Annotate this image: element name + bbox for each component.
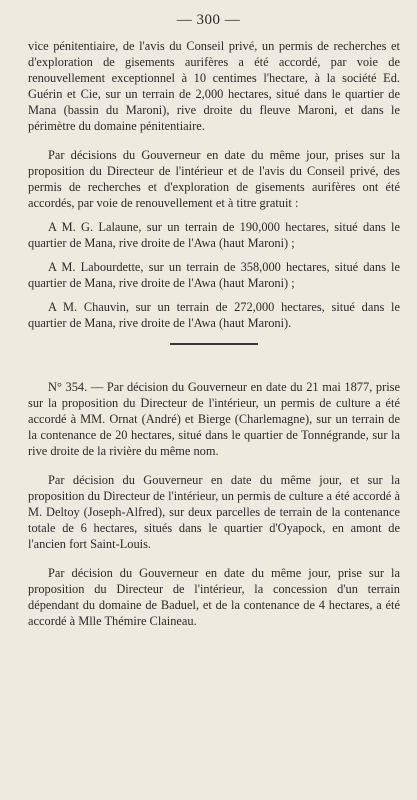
paragraph-permit-chauvin: A M. Chauvin, sur un terrain de 272,000 hectares, situé dans le quartier de Mana, rive droite de l'Awa (haut Maroni). [28,300,400,330]
paragraph-permit-labourdette: A M. Labourdette, sur un terrain de 358,000 hectares, situé dans le quartier de Mana, rive droite de l'Awa (haut Maroni) ; [28,260,400,290]
page-number: — 300 — [176,12,241,28]
paragraph-concession-claineau: Par décision du Gouverneur en date du même jour, prise sur la proposition du Directeur de l'intérieur, la concession d'un terrain dépendant du domaine de Baduel, et de la contenance de 4 hectares, a été accordé à Mlle Thémire Claineau. [28,566,400,628]
paragraph-decision-354: N° 354. — Par décision du Gouverneur en date du 21 mai 1877, prise sur la proposition du Directeur de l'intérieur, un permis de culture a été accordé à MM. Ornat (André) et Bierge (Charlemagne), sur un terrain de la contenance de 20 hectares, situé dans le quartier de Tonnégrande, sur la rive droite de la rivière du même nom. [28,380,400,458]
paragraph-permit-lalaune: A M. G. Lalaune, sur un terrain de 190,000 hectares, situé dans le quartier de Mana, rive droite de l'Awa (haut Maroni) ; [28,220,400,250]
paragraph-permit-guerin: vice pénitentiaire, de l'avis du Conseil privé, un permis de recherches et d'exploration de gisements aurifères a été accordé, par voie de renouvellement exceptionnel à 10 centimes l'hectare, à la société Ed. Guérin et Cie, sur un terrain de 2,000 hectares, situé dans le quartier de Mana (bassin du Maroni), rive droite du fleuve Maroni, et dans le périmètre du domaine pénitentiaire. [28,39,400,133]
paragraph-renewal-decisions: Par décisions du Gouverneur en date du même jour, prises sur la proposition du Directeur de l'intérieur et de l'avis du Conseil privé, des permis de recherches et d'exploration de gisements aurifères ont été accordés, par voie de renouvellement et à titre gratuit : [28,148,400,210]
paragraph-permit-deltoy: Par décision du Gouverneur en date du même jour, et sur la proposition du Directeur de l'intérieur, un permis de culture a été accordé à M. Deltoy (Joseph-Alfred), sur deux parcelles de terrain de la contenance totale de 6 hectares, situés dans le quartier d'Oyapock, en amont de l'ancien fort Saint-Louis. [28,473,400,551]
page-body [28,38,400,629]
